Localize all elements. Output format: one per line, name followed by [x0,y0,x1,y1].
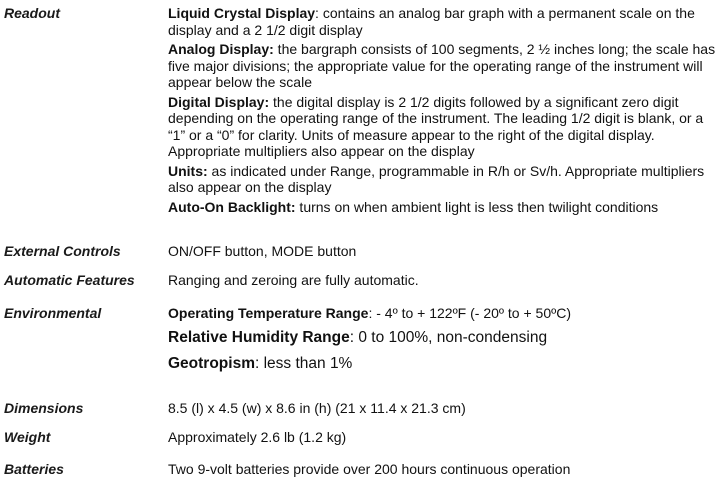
units-term: Units: [168,162,208,179]
lcd-paragraph [168,5,720,38]
spec-label-weight: Weight [4,429,51,445]
lcd-text: : contains an analog bar graph with a permanent scale on the display and a 2 1/2 digit display [168,5,695,38]
lcd-term: Liquid Crystal Display [168,5,316,21]
geotropism-term: Geotropism [168,354,255,372]
spec-value-weight [168,429,720,446]
batteries-text: Two 9-volt batteries provide over 200 hours continuous operation [168,461,571,477]
spec-value-automatic-features [168,272,720,289]
digital-display-term: Digital Display: [168,93,270,110]
geotropism-text: : less than 1% [254,354,353,372]
analog-display-term: Analog Display: [168,41,274,57]
backlight-paragraph [168,199,720,216]
spec-value-batteries [168,461,720,478]
analog-display-paragraph [168,41,720,91]
digital-display-paragraph [168,94,720,160]
external-controls-text: ON/OFF button, MODE button [168,243,357,259]
backlight-term: Auto-On Backlight: [168,198,296,215]
temperature-paragraph [168,305,720,322]
humidity-paragraph [168,328,720,347]
spec-value-dimensions [168,400,720,417]
spec-label-environmental: Environmental [4,305,102,321]
spec-label-dimensions: Dimensions [4,400,84,416]
spec-label-external-controls: External Controls [4,243,121,259]
spec-value-environmental [168,305,720,380]
spec-label-batteries: Batteries [4,461,64,477]
spec-label-automatic-features: Automatic Features [4,272,135,288]
backlight-text: turns on when ambient light is less then twilight conditions [295,198,659,215]
dimensions-text: 8.5 (l) x 4.5 (w) x 8.6 in (h) (21 x 11.4 x 21.3 cm) [168,400,466,416]
humidity-text: : 0 to 100%, non-condensing [349,328,548,346]
temperature-term: Operating Temperature Range [168,305,369,321]
automatic-features-text: Ranging and zeroing are fully automatic. [168,272,419,288]
spec-value-external-controls [168,243,720,260]
weight-text: Approximately 2.6 lb (1.2 kg) [168,429,347,445]
geotropism-paragraph [168,354,720,373]
humidity-term: Relative Humidity Range [168,328,350,346]
units-text: as indicated under Range, programmable in R/h or Sv/h. Appropriate multipliers also appear on the display [168,162,705,195]
units-paragraph [168,163,720,196]
spec-value-readout [168,5,720,218]
temperature-text: : - 4º to + 122ºF (- 20º to + 50ºC) [368,305,571,321]
digital-display-text: the digital display is 2 1/2 digits followed by a significant zero digit depending on the operating range of the instrument. The leading 1/2 digit is blank, or a “1” or a “0” for clarity. Units of measure appear to the right of the digital display. Appropriate multipliers also appear on the display [168,93,704,159]
spec-label-readout: Readout [4,5,60,21]
analog-display-text: the bargraph consists of 100 segments, 2 ½ inches long; the scale has five major divisions; the appropriate value for the operating range of the instrument will appear below the scale [168,41,716,90]
